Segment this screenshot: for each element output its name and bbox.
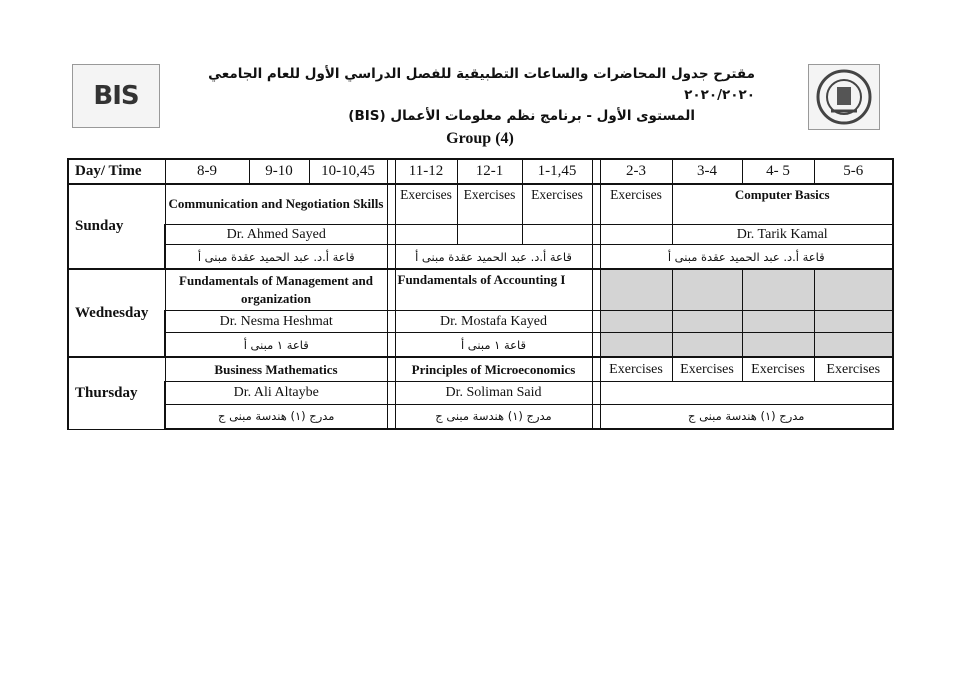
time-slot: 8-9 xyxy=(165,159,249,184)
empty-cell xyxy=(457,224,522,244)
thursday-course-row xyxy=(68,357,893,382)
thursday-instructor-row xyxy=(68,382,893,405)
room-cell: قاعة ١ مبنى أ xyxy=(395,333,592,358)
room-cell: مدرج (١) هندسة مبنى ج xyxy=(395,404,592,429)
wednesday-room-row xyxy=(68,333,893,358)
gap-cell xyxy=(387,357,395,382)
header-title-line: مقترح جدول المحاضرات والساعات التطبيقية للفصل الدراسي الأول للعام الجامعي ٢٠٢٠/٢٠٢٠ xyxy=(208,66,755,103)
unused-slot xyxy=(742,269,814,310)
sunday-room-row xyxy=(68,245,893,270)
day-label-thursday: Thursday xyxy=(68,357,165,429)
room-cell: مدرج (١) هندسة مبنى ج xyxy=(600,404,893,429)
exercises-cell: Exercises xyxy=(814,357,893,382)
sunday-course-row xyxy=(68,184,893,225)
course-cell: Business Mathematics xyxy=(165,357,387,382)
room-cell: قاعة أ.د. عبد الحميد عقدة مبنى أ xyxy=(395,245,592,270)
exercises-cell: Exercises xyxy=(457,184,522,225)
header-program-line: المستوى الأول - برنامج نظم معلومات الأعمال (BIS) xyxy=(348,108,695,124)
gap-cell xyxy=(592,269,600,310)
time-slot: 3-4 xyxy=(672,159,742,184)
unused-slot xyxy=(672,310,742,333)
unused-slot xyxy=(814,333,893,358)
instructor-cell: Dr. Nesma Heshmat xyxy=(165,310,387,333)
course-cell: Fundamentals of Management and organization xyxy=(165,269,387,310)
gap-cell xyxy=(592,404,600,429)
room-cell: مدرج (١) هندسة مبنى ج xyxy=(165,404,387,429)
course-cell: Fundamentals of Accounting I xyxy=(395,269,592,310)
unused-slot xyxy=(672,333,742,358)
instructor-cell: Dr. Mostafa Kayed xyxy=(395,310,592,333)
gap-cell xyxy=(387,310,395,333)
gap-cell xyxy=(387,184,395,225)
day-label-wednesday: Wednesday xyxy=(68,269,165,357)
wednesday-course-row xyxy=(68,269,893,310)
gap-cell xyxy=(592,159,600,184)
gap-cell xyxy=(592,382,600,405)
unused-slot xyxy=(600,333,672,358)
exercises-cell: Exercises xyxy=(395,184,457,225)
gap-cell xyxy=(387,269,395,310)
bis-logo xyxy=(72,64,160,128)
header-row xyxy=(68,159,893,184)
bis-logo-text: BIS xyxy=(93,81,139,111)
unused-slot xyxy=(600,269,672,310)
exercises-cell: Exercises xyxy=(672,357,742,382)
gap-cell xyxy=(387,159,395,184)
gap-cell xyxy=(387,404,395,429)
instructor-cell: Dr. Tarik Kamal xyxy=(672,224,893,244)
empty-cell xyxy=(395,224,457,244)
sunday-instructor-row xyxy=(68,224,893,244)
gap-cell xyxy=(592,357,600,382)
gap-cell xyxy=(592,310,600,333)
unused-slot xyxy=(814,269,893,310)
gap-cell xyxy=(592,333,600,358)
gap-cell xyxy=(592,245,600,270)
wednesday-instructor-row xyxy=(68,310,893,333)
group-title: Group (4) xyxy=(446,130,514,147)
gap-cell xyxy=(387,333,395,358)
university-emblem-icon xyxy=(808,64,880,130)
empty-cell xyxy=(600,382,893,405)
unused-slot xyxy=(672,269,742,310)
room-cell: قاعة أ.د. عبد الحميد عقدة مبنى أ xyxy=(600,245,893,270)
exercises-cell: Exercises xyxy=(600,357,672,382)
day-time-header: Day/ Time xyxy=(68,159,165,184)
time-slot: 2-3 xyxy=(600,159,672,184)
document-header xyxy=(195,64,755,127)
exercises-cell: Exercises xyxy=(742,357,814,382)
time-slot: 5-6 xyxy=(814,159,893,184)
gap-cell xyxy=(592,184,600,225)
time-slot: 10-10,45 xyxy=(309,159,387,184)
course-cell: Principles of Microeconomics xyxy=(395,357,592,382)
room-cell: قاعة أ.د. عبد الحميد عقدة مبنى أ xyxy=(165,245,387,270)
time-slot: 9-10 xyxy=(249,159,309,184)
gap-cell xyxy=(592,224,600,244)
thursday-room-row xyxy=(68,404,893,429)
empty-cell xyxy=(600,224,672,244)
time-slot: 12-1 xyxy=(457,159,522,184)
schedule-table xyxy=(67,158,894,430)
room-cell: قاعة ١ مبنى أ xyxy=(165,333,387,358)
course-cell: Communication and Negotiation Skills xyxy=(165,184,387,225)
gap-cell xyxy=(387,245,395,270)
course-cell: Computer Basics xyxy=(672,184,893,225)
instructor-cell: Dr. Soliman Said xyxy=(395,382,592,405)
exercises-cell: Exercises xyxy=(600,184,672,225)
unused-slot xyxy=(600,310,672,333)
gap-cell xyxy=(387,224,395,244)
instructor-cell: Dr. Ahmed Sayed xyxy=(165,224,387,244)
empty-cell xyxy=(522,224,592,244)
unused-slot xyxy=(814,310,893,333)
time-slot: 11-12 xyxy=(395,159,457,184)
instructor-cell: Dr. Ali Altaybe xyxy=(165,382,387,405)
exercises-cell: Exercises xyxy=(522,184,592,225)
time-slot: 4- 5 xyxy=(742,159,814,184)
unused-slot xyxy=(742,333,814,358)
gap-cell xyxy=(387,382,395,405)
time-slot: 1-1,45 xyxy=(522,159,592,184)
unused-slot xyxy=(742,310,814,333)
day-label-sunday: Sunday xyxy=(68,184,165,270)
